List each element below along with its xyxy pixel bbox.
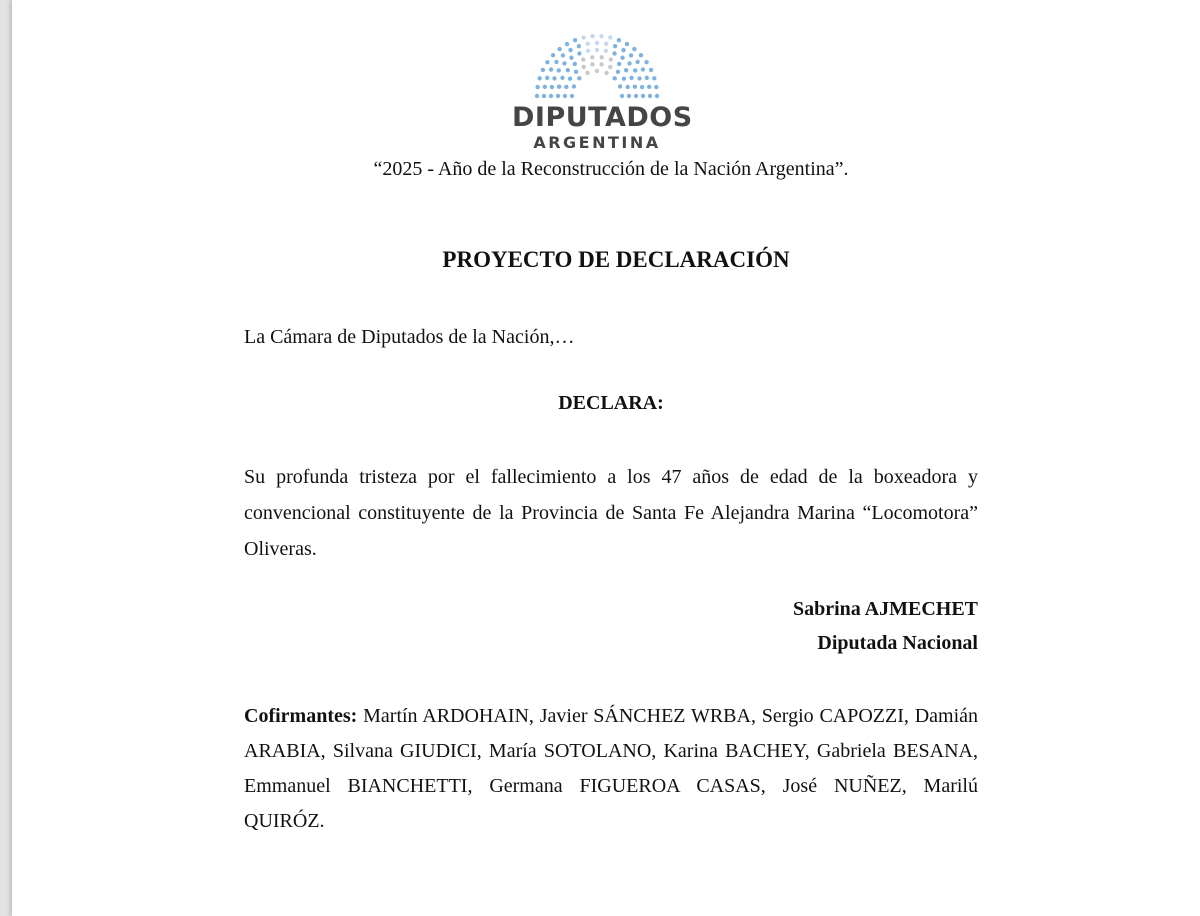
cosigners-label: Cofirmantes:: [244, 705, 358, 727]
seat-dot: [545, 60, 549, 64]
seat-dot: [581, 57, 585, 61]
hemicycle-icon: [512, 30, 682, 100]
seat-dot: [633, 68, 637, 72]
seat-dot: [648, 94, 652, 98]
declares-heading: DECLARA:: [558, 392, 664, 414]
seat-dot: [629, 53, 633, 57]
year-motto: “2025 - Año de la Reconstrucción de la Nación Argentina”.: [373, 158, 849, 180]
seat-dot: [581, 35, 585, 39]
diputados-logo: [512, 30, 693, 155]
seat-dot: [543, 85, 547, 89]
seat-dot: [590, 34, 594, 38]
seat-dot: [568, 77, 572, 81]
seat-dot: [577, 51, 581, 55]
seat-dot: [590, 62, 594, 66]
seat-dot: [627, 61, 631, 65]
seat-dot: [564, 85, 568, 89]
seat-dot: [557, 68, 561, 72]
seat-dot: [616, 70, 620, 74]
seat-dot: [604, 71, 608, 75]
seat-dot: [557, 84, 561, 88]
seat-dot: [604, 42, 608, 46]
seat-dot: [552, 76, 556, 80]
seat-dot: [613, 44, 617, 48]
logo-wordmark: DIPUTADOS: [512, 102, 693, 133]
seat-dot: [649, 68, 653, 72]
signer-role: Diputada Nacional: [817, 632, 978, 654]
seat-dot: [617, 62, 621, 66]
seat-dot: [609, 57, 613, 61]
signer-name: Sabrina AJMECHET: [792, 598, 978, 620]
seat-dot: [554, 60, 558, 64]
seat-dot: [634, 94, 638, 98]
seat-dot: [550, 85, 554, 89]
seat-dot: [635, 60, 639, 64]
seat-dot: [568, 48, 572, 52]
seat-dot: [654, 85, 658, 89]
seat-dot: [535, 85, 539, 89]
seat-dot: [622, 77, 626, 81]
seat-dot: [556, 94, 560, 98]
seat-dot: [569, 56, 573, 60]
seat-dot: [549, 94, 553, 98]
logo-country: ARGENTINA: [533, 133, 661, 152]
seat-dot: [633, 84, 637, 88]
seat-dot: [557, 47, 561, 51]
seat-dot: [621, 48, 625, 52]
seat-dot: [566, 68, 570, 72]
seat-dot: [549, 67, 553, 71]
seat-dot: [647, 85, 651, 89]
document-title: PROYECTO DE DECLARACIÓN: [442, 247, 790, 272]
seat-dot: [608, 65, 612, 69]
seat-dot: [577, 44, 581, 48]
cosigners-names: Martín ARDOHAIN, Javier SÁNCHEZ WRBA, Sergio CAPOZZI, Damián ARABIA, Silvana GIUDICI, María SOTOLANO, Karina BACHEY, Gabriela BESANA, Emmanuel BIANCHETTI, Germana FIGUEROA CASAS, José NUÑEZ, Marilú QUIRÓZ.: [244, 705, 979, 832]
seat-dot: [639, 53, 643, 57]
document-page: [12, 0, 1200, 916]
seat-dot: [562, 61, 566, 65]
seat-dot: [604, 49, 608, 53]
seat-dot: [572, 84, 576, 88]
seat-dot: [537, 76, 541, 80]
seat-dot: [627, 94, 631, 98]
seat-dot: [641, 67, 645, 71]
seat-dot: [612, 76, 616, 80]
seat-dot: [644, 60, 648, 64]
seat-dot: [563, 94, 567, 98]
seat-dot: [595, 41, 599, 45]
seat-dot: [626, 85, 630, 89]
seat-dot: [655, 94, 659, 98]
seat-dot: [535, 94, 539, 98]
seat-dot: [620, 56, 624, 60]
seat-dot: [617, 38, 621, 42]
seat-dot: [586, 49, 590, 53]
seat-dot: [542, 94, 546, 98]
seat-dot: [599, 34, 603, 38]
seat-dot: [625, 42, 629, 46]
seat-dot: [541, 68, 545, 72]
seat-dot: [560, 76, 564, 80]
seat-dot: [595, 69, 599, 73]
seat-dot: [586, 42, 590, 46]
seat-dot: [574, 70, 578, 74]
seat-dot: [624, 68, 628, 72]
seat-dot: [599, 62, 603, 66]
declaration-body: Su profunda tristeza por el fallecimiento a los 47 años de edad de la boxeadora y convencional constituyente de la Provincia de Santa Fe Alejandra Marina “Locomotora” Oliveras.: [244, 466, 978, 560]
seat-dot: [573, 38, 577, 42]
seat-dot: [641, 94, 645, 98]
seat-dot: [590, 55, 594, 59]
seat-dot: [551, 53, 555, 57]
seat-dot: [600, 55, 604, 59]
seat-dot: [632, 47, 636, 51]
seat-dot: [577, 76, 581, 80]
seat-dot: [612, 51, 616, 55]
seat-dot: [640, 85, 644, 89]
seat-dot: [582, 65, 586, 69]
seat-dot: [618, 84, 622, 88]
seat-dot: [637, 76, 641, 80]
intro-line: La Cámara de Diputados de la Nación,…: [244, 326, 575, 348]
seat-dot: [620, 94, 624, 98]
seat-dot: [585, 71, 589, 75]
seat-dot: [645, 76, 649, 80]
seat-dot: [652, 76, 656, 80]
cosigners-paragraph: [244, 699, 978, 839]
seat-dot: [565, 42, 569, 46]
seat-dot: [561, 53, 565, 57]
seat-dot: [608, 35, 612, 39]
seat-dot: [595, 48, 599, 52]
seat-dot: [570, 94, 574, 98]
seat-dot: [573, 62, 577, 66]
seat-dot: [545, 76, 549, 80]
seat-dot: [629, 76, 633, 80]
